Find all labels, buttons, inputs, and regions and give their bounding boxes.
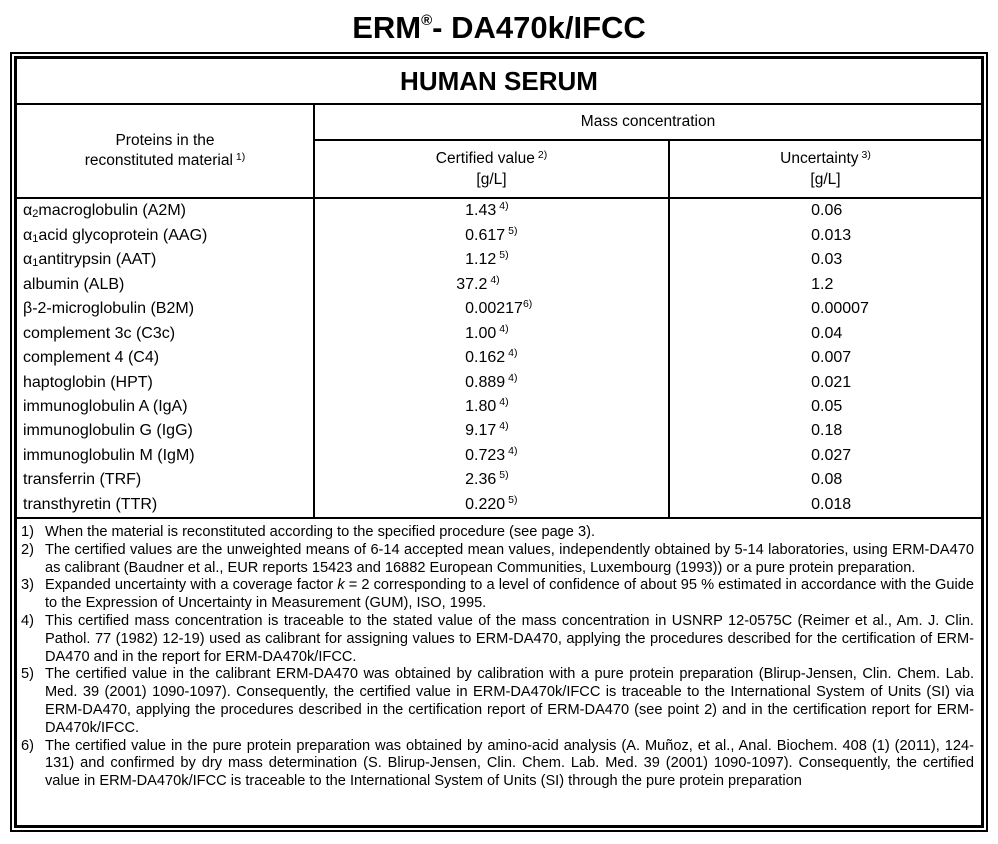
footnote-ref: 3) [861, 149, 871, 161]
footnote-ref: 5) [508, 224, 518, 237]
document-title [0, 6, 998, 52]
footnote-ref: 4) [499, 200, 509, 213]
uncertainty-value: 0 .021 [811, 373, 852, 391]
protein-name: transthyretin (TTR) [17, 493, 315, 517]
mass-concentration-header: Mass concentration [315, 105, 981, 141]
table-body [17, 199, 981, 517]
footnote-ref: 5) [508, 493, 518, 506]
protein-name: α 1 acid glycoprotein (AAG) [17, 223, 315, 247]
footnote-text: When the material is reconstituted according to the specified procedure (see page 3). [45, 524, 596, 540]
certified-value: 37 .2 4) [315, 272, 670, 296]
mass-concentration-group [315, 105, 981, 197]
table-row [17, 395, 981, 419]
footnote [21, 524, 974, 542]
footnote-number: 2) [21, 541, 34, 558]
certified-value: 0 .162 4) [315, 346, 670, 370]
table-row [17, 199, 981, 223]
protein-name: albumin (ALB) [17, 272, 315, 296]
footnote-ref: 4) [499, 395, 509, 408]
table-row [17, 297, 981, 321]
footnote-number: 3) [21, 577, 34, 594]
certified-value: 1 .00 4) [315, 321, 670, 345]
footnote [21, 666, 974, 737]
uncertainty-value: 0 .06 [811, 202, 843, 220]
footnote-ref: 4) [508, 444, 518, 457]
protein-name: β-2-microglobulin (B2M) [17, 297, 315, 321]
proteins-header-line2: reconstituted material $^{1)}$ [84, 150, 246, 169]
footnote [21, 577, 974, 613]
footnote [21, 542, 974, 578]
proteins-header-line1: Proteins in the [115, 131, 215, 149]
footnote-text: The certified value in the pure protein preparation was obtained by amino-acid analysis (A. Muñoz, et al., Anal. Biochem. 408 (1) (2011), 124-131) and confirmed by dry mass determination (S. Blirup-Jensen, Clin. Chem. Lab. Med. 39 (2001) 1090-1097). Consequently, the certified value in ERM-DA470k/IFCC is traceable to the International System of Units (SI) through the pure protein preparation [45, 737, 974, 790]
table-row [17, 444, 981, 468]
protein-name: complement 3c (C3c) [17, 321, 315, 345]
footnote-ref: 1) [235, 150, 246, 163]
uncertainty-value: 0 .027 [811, 446, 852, 464]
footnote-number: 4) [21, 612, 34, 629]
uncertainty-value: 0 .08 [811, 471, 843, 489]
footnote-text: The certified value in the calibrant ERM-DA470 was obtained by calibration with a pure protein preparation (Blirup-Jensen, Clin. Chem. Lab. Med. 39 (2001) 1090-1097). Consequently, the certified value in ERM-DA470k/IFCC is traceable to the International System of Units (SI) via ERM-DA470, applying the procedures described in the certification report of ERM-DA470 (see point 2) and in the certification report for ERM-DA470k/IFCC. [45, 666, 974, 736]
table-row [17, 272, 981, 296]
footnote-ref: 5) [499, 249, 509, 262]
certified-value-unit: [g/L] [476, 171, 507, 188]
uncertainty-value: 0 .18 [811, 422, 843, 440]
certified-value: 0 .723 4) [315, 444, 670, 468]
uncertainty-value: 1 .2 [811, 275, 834, 293]
protein-name: immunoglobulin G (IgG) [17, 419, 315, 443]
certified-value: 0 .00217 6) [315, 297, 670, 321]
footnote-ref: 4) [508, 347, 518, 360]
certified-value: 1 .43 4) [315, 199, 670, 223]
certified-value: 1 .80 4) [315, 395, 670, 419]
footnote-ref: 2) [537, 149, 548, 161]
footnotes-section [17, 517, 981, 825]
footnote-number: 5) [21, 666, 34, 683]
certified-value-column-header: Certified value $^{2)}$ [g/L] [315, 141, 670, 197]
footnote-text: Expanded uncertainty with a coverage factor k = 2 corresponding to a level of confidence of about 95 % estimated in accordance with the Guide to the Expression of Uncertainty in Measurement (GUM), ISO, 1995. [45, 577, 974, 612]
certified-value: 0 .220 5) [315, 493, 670, 517]
certified-value: 1 .12 5) [315, 248, 670, 272]
footnote-text: The certified values are the unweighted means of 6-14 accepted mean values, independently obtained by 5-14 laboratories, using ERM-DA470 as calibrant (Baudner et al., EUR reports 15423 and 16882 European Communities, Luxembourg (1993)) or a pure protein preparation. [45, 541, 974, 576]
footnote-text: This certified mass concentration is traceable to the stated value of the mass concentration in USNRP 12-0575C (Reimer et al., Am. J. Clin. Pathol. 77 (1982) 12-19) used as calibrant for assigning values to ERM-DA470, applying the procedures described for the certification of ERM-DA470 and in the report for ERM-DA470k/IFCC. [45, 612, 974, 665]
footnote-ref: 4) [499, 322, 509, 335]
footnote-ref: 5) [499, 469, 509, 482]
protein-name: α 2 macroglobulin (A2M) [17, 199, 315, 223]
uncertainty-column-header: Uncertainty $^{3)}$ [g/L] [780, 149, 871, 188]
protein-name: transferrin (TRF) [17, 468, 315, 492]
table-row [17, 419, 981, 443]
uncertainty-value: 0 .05 [811, 397, 843, 415]
certified-value: 0 .889 4) [315, 370, 670, 394]
product-code: - DA470k/IFCC [432, 10, 646, 45]
table-row [17, 248, 981, 272]
footnote-ref: 6) [522, 298, 533, 311]
registered-trademark-icon: ® [421, 12, 433, 29]
proteins-column-header [17, 105, 315, 197]
uncertainty-value: 0 .007 [811, 349, 852, 367]
protein-name: immunoglobulin A (IgA) [17, 395, 315, 419]
brand-name: ERM [352, 10, 422, 45]
certificate-box [10, 52, 988, 832]
footnote [21, 738, 974, 791]
table-row [17, 321, 981, 345]
table-row [17, 493, 981, 517]
table-row [17, 346, 981, 370]
protein-name: α 1 antitrypsin (AAT) [17, 248, 315, 272]
uncertainty-value: 0 .00007 [811, 300, 869, 318]
certified-value: 9 .17 4) [315, 419, 670, 443]
table-row [17, 370, 981, 394]
table-caption: HUMAN SERUM [17, 59, 981, 105]
certified-value: 2 .36 5) [315, 468, 670, 492]
protein-name: haptoglobin (HPT) [17, 370, 315, 394]
table-header [17, 105, 981, 199]
table-row [17, 223, 981, 247]
table-row [17, 468, 981, 492]
certificate-table [14, 56, 984, 828]
uncertainty-value: 0 .013 [811, 226, 852, 244]
footnote [21, 613, 974, 666]
footnote-ref: 4) [508, 371, 518, 384]
footnote-number: 1) [21, 524, 34, 540]
sub-header-row [315, 141, 981, 197]
uncertainty-value: 0 .03 [811, 251, 843, 269]
uncertainty-unit: [g/L] [810, 171, 841, 188]
footnote-ref: 4) [499, 420, 509, 433]
footnote-ref: 4) [490, 273, 500, 286]
footnote-number: 6) [21, 737, 34, 754]
protein-name: complement 4 (C4) [17, 346, 315, 370]
uncertainty-value: 0 .04 [811, 324, 843, 342]
protein-name: immunoglobulin M (IgM) [17, 444, 315, 468]
certified-value: 0 .617 5) [315, 223, 670, 247]
uncertainty-value: 0 .018 [811, 495, 852, 513]
